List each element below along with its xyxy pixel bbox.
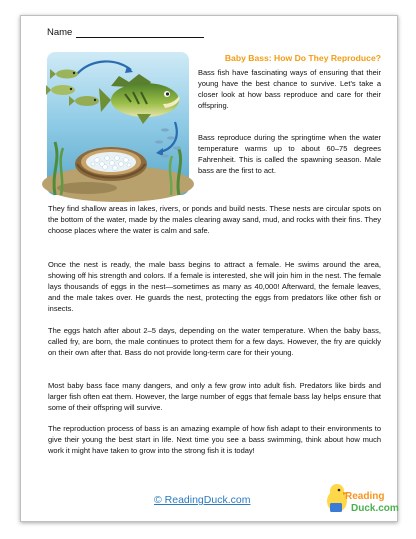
paragraph-2-continued: They find shallow areas in lakes, rivers, or ponds and build nests. These nests are circular spots on the bottom of the water, made by the males clearing away sand, mud, and rocks with their fins. They choose places where the water is calm and safe. (48, 204, 381, 235)
name-label: Name (47, 27, 73, 38)
readingduck-logo (325, 479, 399, 519)
paragraph-6: The reproduction process of bass is an amazing example of how fish adapt to their environments to give their young the best start in life. Next time you see a bass swimming, think about how much work it might have taken to grow into the strong fish it is today! (48, 424, 381, 455)
name-field (47, 27, 204, 38)
paragraph-3: Once the nest is ready, the male bass begins to attract a female. He swims around the area, showing off his strength and colors. If a female is interested, she will join him in the nest. The female lays thousands of eggs in the nest—sometimes as many as 40,000! Afterward, the female leaves, and the male takes over. He guards the nest, protecting the eggs from predators like other fish or insects. (48, 260, 381, 313)
paragraph-4: The eggs hatch after about 2–5 days, depending on the water temperature. When the baby bass, called fry, are born, the male continues to protect them for a few days. However, the fry are quickly on their own after that. Bass do not provide long-term care for their young. (48, 326, 381, 357)
paragraph-2-container (198, 132, 381, 202)
worksheet-page (20, 15, 398, 522)
paragraph-1: Bass fish have fascinating ways of ensuring that their young have the best chance to survive. Let’s take a closer look at how bass reproduce and care for their offspring. (198, 68, 381, 110)
logo-text-duck: Duck.com (351, 503, 399, 514)
bass-nest-illustration (47, 52, 189, 195)
paragraph-5: Most baby bass face many dangers, and only a few grow into adult fish. Predators like birds and larger fish often eat them. However, the large number of eggs that female bass lay helps ensure that some of their offspring will survive. (48, 381, 381, 412)
logo-text-reading: Reading (345, 491, 385, 502)
article-title: Baby Bass: How Do They Reproduce? (224, 53, 381, 63)
name-line[interactable] (76, 27, 204, 38)
paragraph-2: Bass reproduce during the springtime when the water temperature warms up to about 60–75 degrees Fahrenheit. This is called the spawning season. Male bass are the first to act. (198, 133, 381, 175)
readingduck-link[interactable]: © ReadingDuck.com (154, 494, 251, 506)
